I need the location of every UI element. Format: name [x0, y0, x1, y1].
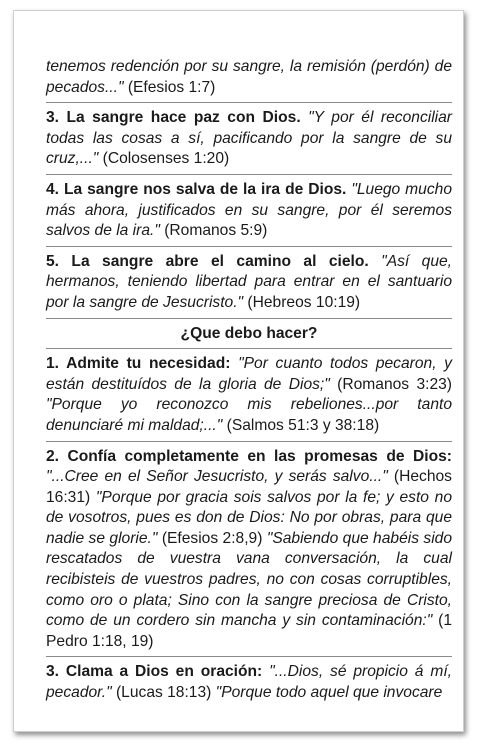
reference: (Efesios 1:7): [123, 78, 216, 96]
document-body: [46, 57, 452, 708]
quote: "Luego mucho más ahora, justificados en su sangre, por él seremos salvos de la ira.": [46, 180, 452, 240]
step-heading: 3. Clama a Dios en oración:: [46, 663, 263, 681]
point-heading: 5. La sangre abre el camino al cielo.: [46, 252, 369, 270]
paragraph-point-3-peace: [46, 108, 452, 174]
step-heading: 2. Confía completamente en las promesas de Dios:: [46, 447, 452, 465]
quote: "Porque por gracia sois salvos por la fe; y esto no de vosotros, pues es don de Dios: No por obras, para que nadie se glorie.": [46, 488, 452, 547]
reference: (Colosenses 1:20): [98, 150, 230, 168]
reference: (Romanos 3:23): [329, 375, 453, 393]
divider: [46, 441, 452, 442]
divider: [46, 246, 452, 247]
divider: [46, 656, 452, 657]
page-card: [13, 10, 464, 732]
reference: (Hechos 16:31): [46, 468, 452, 506]
divider: [46, 174, 452, 175]
paragraph-redemption: [46, 57, 452, 102]
quote: "Por cuanto todos pecaron, y están destituídos de la gloria de Dios;": [46, 355, 452, 393]
step-heading: 1. Admite tu necesidad:: [46, 355, 231, 373]
quote: tenemos redención por su sangre, la remisión (perdón) de pecados...": [46, 58, 452, 96]
reference: (Salmos 51:3 y 38:18): [222, 416, 380, 434]
section-title: ¿Que debo hacer?: [180, 324, 318, 342]
paragraph-step-2-trust: [46, 447, 452, 657]
quote: "Y por él reconciliar todas las cosas a sí, pacificando por la sangre de su cruz,...": [46, 109, 452, 168]
quote: "Así que, hermanos, teniendo libertad para entrar en el santuario por la sangre de Jesucristo.": [46, 252, 452, 311]
paragraph-step-1-admit: [46, 354, 452, 440]
quote: "...Cree en el Señor Jesucristo, y serás salvo...": [46, 468, 388, 486]
point-heading: 3. La sangre hace paz con Dios.: [46, 109, 301, 127]
quote: "Porque todo aquel que invocare: [211, 684, 443, 702]
paragraph-point-4-wrath: [46, 180, 452, 246]
quote: "Sabiendo que habéis sido rescatados de vuestra vana conversación, la cual recibisteis de vuestros padres, no con cosas corruptibles, como oro o plata; Sino con la sangre preciosa de Cristo, como de un cordero sin mancha y sin contaminación:": [46, 529, 453, 630]
divider: [46, 318, 452, 319]
reference: (Romanos 5:9): [159, 222, 268, 240]
divider: [46, 102, 452, 103]
reference: (Efesios 2:8,9): [157, 529, 263, 547]
quote: "...Dios, sé propicio á mí, pecador.": [46, 663, 452, 702]
quote: "Porque yo reconozco mis rebeliones...por tanto denunciaré mi maldad;...": [46, 396, 452, 434]
reference: (1 Pedro 1:18, 19): [46, 612, 452, 650]
paragraph-point-5-heaven: [46, 252, 452, 318]
point-heading: 4. La sangre nos salva de la ira de Dios.: [46, 180, 347, 198]
reference: (Hebreos 10:19): [243, 293, 361, 311]
paragraph-step-3-pray: [46, 662, 452, 707]
divider: [46, 348, 452, 349]
reference: (Lucas 18:13): [111, 684, 212, 702]
